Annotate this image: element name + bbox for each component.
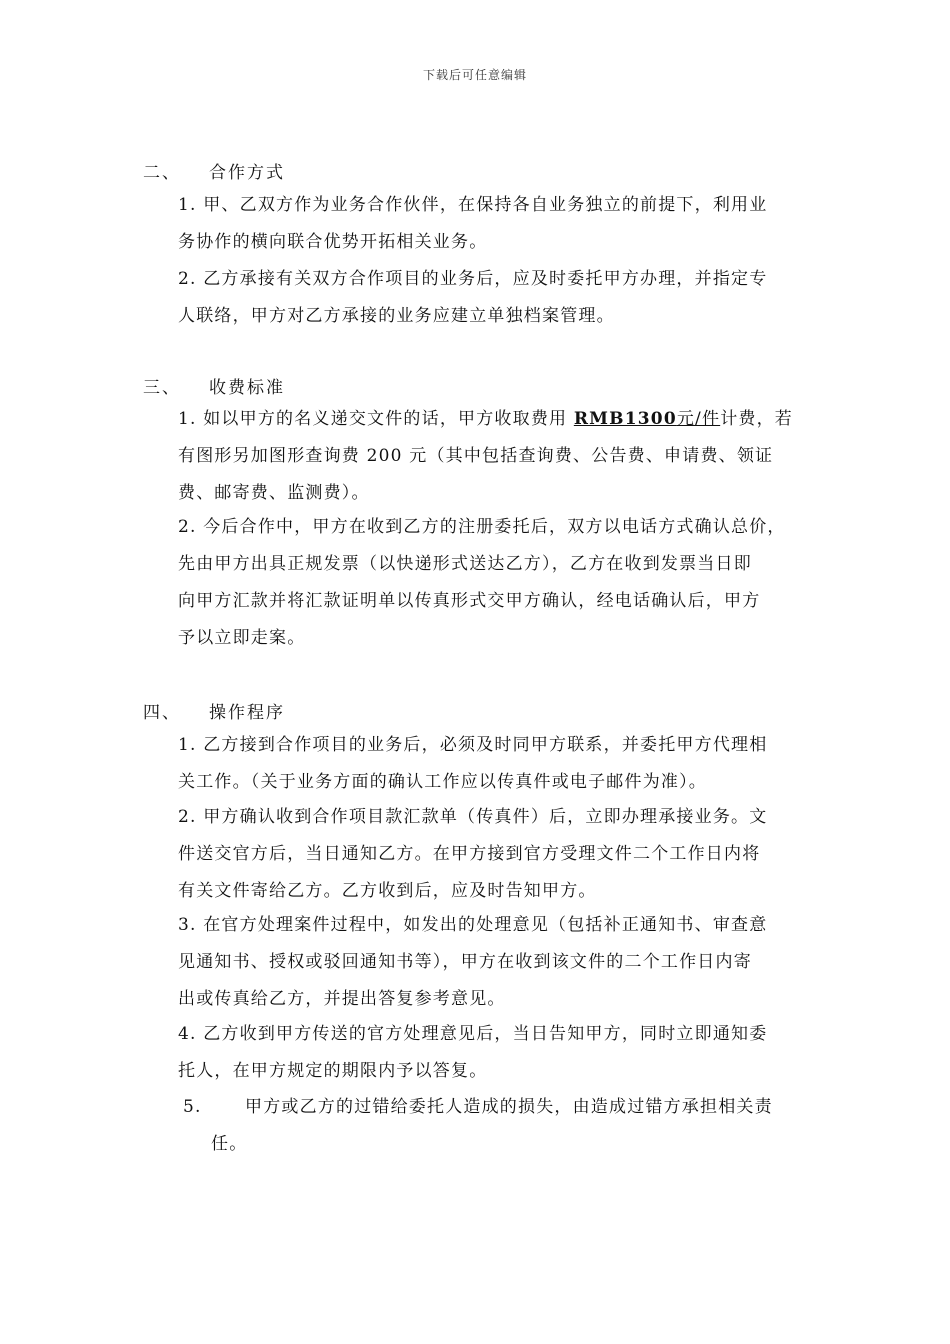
text-fragment: 1. 如以甲方的名义递交文件的话，甲方收取费用 [178, 409, 574, 429]
text-fragment: 甲方或乙方的过错给委托人造成的损失，由造成过错方承担相关责 [245, 1097, 773, 1117]
text-line [183, 1089, 823, 1126]
text-line: 任。 [211, 1134, 248, 1154]
text-line: 先由甲方出具正规发票（以快递形式送达乙方），乙方在收到发票当日即 [178, 554, 752, 574]
text-line: 见通知书、授权或驳回通知书等），甲方在收到该文件的二个工作日内寄 [178, 952, 752, 972]
paragraph-procedure-1 [178, 727, 818, 801]
text-line [178, 401, 818, 438]
text-fragment: 计费，若 [720, 409, 793, 429]
text-line: 2. 甲方确认收到合作项目款汇款单（传真件）后，立即办理承接业务。文 [178, 807, 768, 827]
section-number: 四、 [143, 703, 181, 723]
paragraph-procedure-2 [178, 799, 818, 910]
text-line: 托人，在甲方规定的期限内予以答复。 [178, 1061, 488, 1081]
text-line: 费、邮寄费、监测费）。 [178, 483, 370, 503]
text-line: 件送交官方后，当日通知乙方。在甲方接到官方受理文件二个工作日内将 [178, 844, 761, 864]
page-header-note: 下载后可任意编辑 [422, 68, 527, 82]
section-number: 三、 [143, 378, 181, 398]
text-line: 1. 乙方接到合作项目的业务后，必须及时同甲方联系，并委托甲方代理相 [178, 735, 768, 755]
text-line: 2. 乙方承接有关双方合作项目的业务后，应及时委托甲方办理，并指定专 [178, 269, 768, 289]
paragraph-fees-2 [178, 509, 818, 657]
text-line: 向甲方汇款并将汇款证明单以传真形式交甲方确认，经电话确认后，甲方 [178, 591, 761, 611]
text-line: 3. 在官方处理案件过程中，如发出的处理意见（包括补正通知书、审查意 [178, 915, 768, 935]
fee-amount: RMB1300 [573, 409, 677, 429]
section-title: 操作程序 [209, 703, 285, 723]
text-line: 出或传真给乙方，并提出答复参考意见。 [178, 989, 506, 1009]
paragraph-procedure-4 [178, 1016, 818, 1090]
section-heading-cooperation [143, 158, 285, 183]
paragraph-cooperation-1 [178, 187, 818, 261]
text-line: 有图形另加图形查询费 200 元（其中包括查询费、公告费、申请费、领证 [178, 446, 774, 466]
text-line: 1. 甲、乙双方作为业务合作伙伴，在保持各自业务独立的前提下，利用业 [178, 195, 768, 215]
section-heading-procedure [143, 698, 285, 723]
text-line: 人联络，甲方对乙方承接的业务应建立单独档案管理。 [178, 306, 615, 326]
fee-unit: 元/件 [676, 409, 721, 429]
text-line: 2. 今后合作中，甲方在收到乙方的注册委托后，双方以电话方式确认总价， [178, 517, 786, 537]
text-line: 予以立即走案。 [178, 628, 306, 648]
text-line: 4. 乙方收到甲方传送的官方处理意见后，当日告知甲方，同时立即通知委 [178, 1024, 768, 1044]
paragraph-procedure-5 [183, 1089, 823, 1163]
section-number: 二、 [143, 163, 181, 183]
paragraph-cooperation-2 [178, 261, 818, 335]
text-line: 关工作。（关于业务方面的确认工作应以传真件或电子邮件为准）。 [178, 772, 707, 792]
section-heading-fees [143, 373, 285, 398]
section-title: 合作方式 [209, 163, 285, 183]
text-line: 务协作的横向联合优势开拓相关业务。 [178, 232, 488, 252]
paragraph-procedure-3 [178, 907, 818, 1018]
paragraph-fees-1 [178, 401, 818, 512]
section-title: 收费标准 [209, 378, 285, 398]
item-number: 5. [183, 1097, 202, 1117]
text-line: 有关文件寄给乙方。乙方收到后，应及时告知甲方。 [178, 881, 597, 901]
